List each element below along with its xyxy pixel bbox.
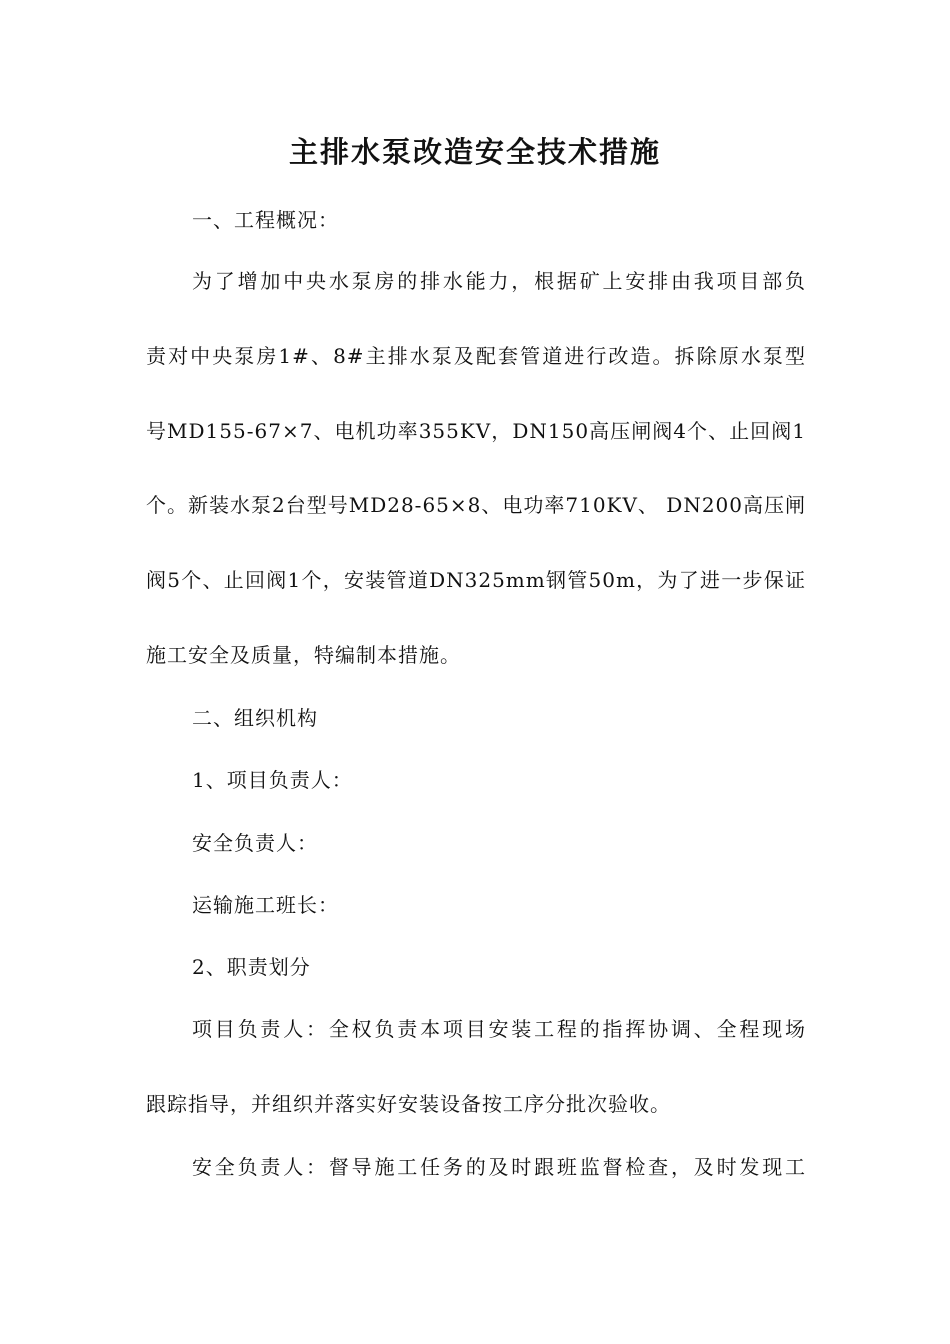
transport-leader-label: 运输施工班长： <box>192 893 339 917</box>
paragraph-line: 施工安全及质量，特编制本措施。 <box>146 643 461 667</box>
paragraph-line: 为了增加中央水泵房的排水能力，根据矿上安排由我项目部负 <box>192 269 806 293</box>
document-title: 主排水泵改造安全技术措施 <box>288 135 661 169</box>
paragraph-line: 安全负责人：督导施工任务的及时跟班监督检查，及时发现工 <box>192 1155 806 1179</box>
paragraph-line: 号MD155-67×7、电机功率355KV，DN150高压闸阀4个、止回阀1 <box>146 419 806 443</box>
paragraph-line: 个。新装水泵2台型号MD28-65×8、电功率710KV、 DN200高压闸 <box>146 493 807 517</box>
section-heading-overview: 一、工程概况： <box>192 208 339 232</box>
paragraph-line: 跟踪指导，并组织并落实好安装设备按工序分批次验收。 <box>146 1092 671 1116</box>
project-leader-label: 1、项目负责人： <box>192 768 353 792</box>
section-heading-organization: 二、组织机构 <box>192 706 318 730</box>
safety-leader-label: 安全负责人： <box>192 831 318 855</box>
section-heading-duties: 2、职责划分 <box>192 955 311 979</box>
paragraph-line: 责对中央泵房1#、8#主排水泵及配套管道进行改造。拆除原水泵型 <box>146 344 806 368</box>
paragraph-line: 项目负责人：全权负责本项目安装工程的指挥协调、全程现场 <box>192 1017 806 1041</box>
paragraph-line: 阀5个、止回阀1个，安装管道DN325mm钢管50m，为了进一步保证 <box>146 568 806 592</box>
